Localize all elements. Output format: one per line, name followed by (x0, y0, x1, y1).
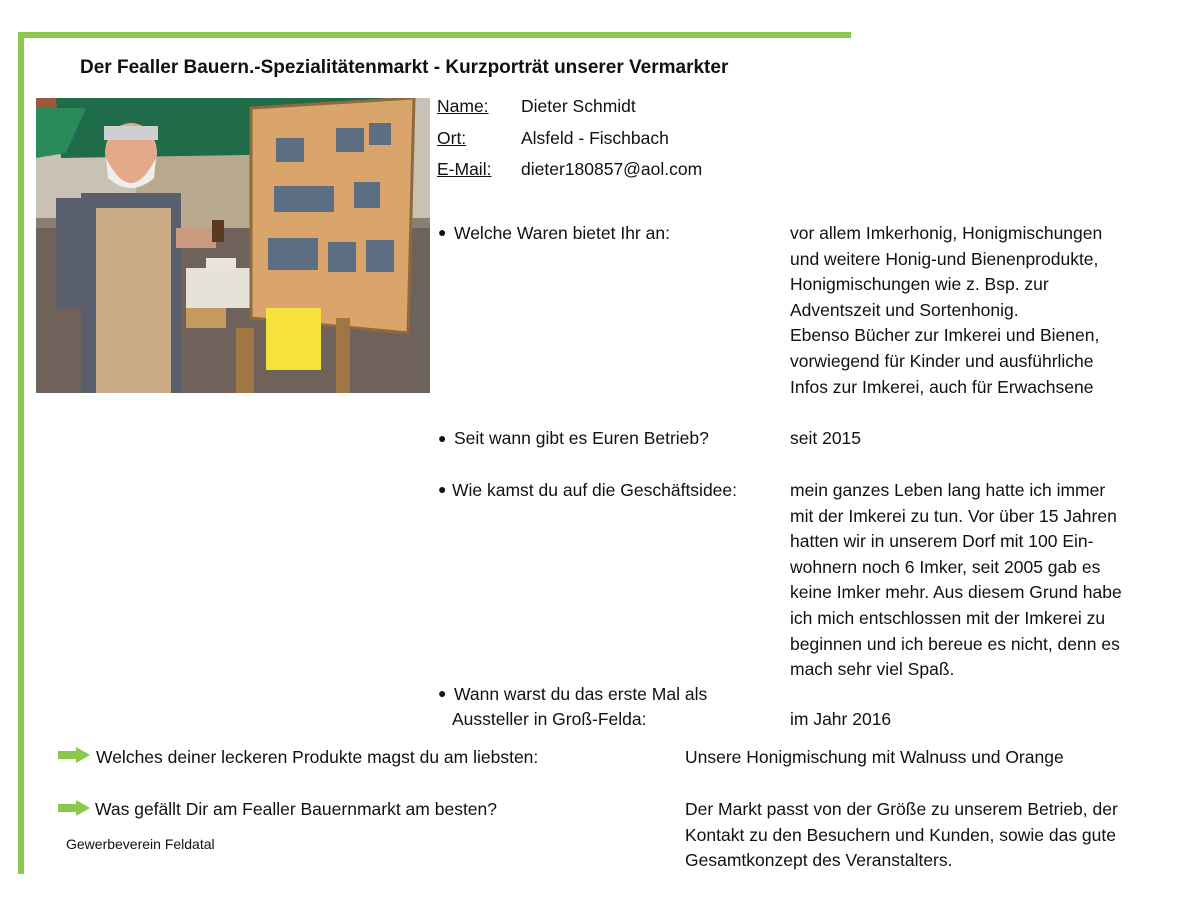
answer-3-line: mach sehr viel Spaß. (790, 659, 955, 680)
bullet-icon: ● (438, 224, 447, 240)
green-frame-top (18, 32, 851, 38)
answer-3-line: hatten wir in unserem Dorf mit 100 Ein- (790, 531, 1094, 552)
answer-4: im Jahr 2016 (790, 709, 892, 729)
answer-3-line: mit der Imkerei zu tun. Vor über 15 Jahren (790, 505, 1117, 526)
arrow-question-2: Was gefällt Dir am Fealler Bauernmarkt am besten? (95, 799, 498, 819)
answer-1-line: vor allem Imkerhonig, Honigmischungen (790, 223, 1103, 243)
name-value: Dieter Schmidt (521, 96, 636, 116)
page-title: Der Fealler Bauern.-Spezialitätenmarkt - Kurzporträt unserer Vermarkter (80, 57, 729, 78)
ort-label: Ort: (437, 128, 467, 148)
ort-value: Alsfeld - Fischbach (521, 128, 669, 148)
question-2: Seit wann gibt es Euren Betrieb? (454, 428, 709, 448)
bullet-icon: ● (438, 481, 447, 497)
name-label: Name: (437, 96, 489, 116)
answer-3-line: keine Imker mehr. Aus diesem Grund habe (790, 582, 1122, 603)
green-arrow-icon (58, 800, 90, 816)
vendor-photo (36, 98, 430, 393)
question-1: Welche Waren bietet Ihr an: (454, 223, 670, 243)
answer-3-line: beginnen und ich bereue es nicht, denn es (790, 633, 1120, 654)
footer-organization: Gewerbeverein Feldatal (66, 836, 215, 852)
email-value: dieter180857@aol.com (521, 159, 703, 179)
answer-1-line: Honigmischungen wie z. Bsp. zur (790, 274, 1049, 295)
answer-3-line: wohnern noch 6 Imker, seit 2005 gab es (790, 556, 1101, 577)
green-frame-left (18, 32, 24, 874)
answer-1-line: Adventszeit und Sortenhonig. (790, 299, 1019, 320)
answer-1-line: vorwiegend für Kinder und ausführliche (790, 351, 1094, 371)
question-3: Wie kamst du auf die Geschäftsidee: (452, 480, 737, 500)
question-4-line: Aussteller in Groß-Felda: (452, 709, 647, 729)
answer-1-line: Infos zur Imkerei, auch für Erwachsene (790, 376, 1094, 397)
arrow-answer-2-line: Gesamtkonzept des Veranstalters. (685, 850, 953, 871)
question-4-line: Wann warst du das erste Mal als (454, 684, 708, 704)
answer-3-line: mein ganzes Leben lang hatte ich immer (790, 480, 1106, 500)
bullet-icon: ● (438, 685, 447, 701)
arrow-answer-2-line: Kontakt zu den Besuchern und Kunden, sowie das gute (685, 824, 1116, 845)
answer-1-line: Ebenso Bücher zur Imkerei und Bienen, (790, 325, 1100, 346)
answer-2: seit 2015 (790, 428, 862, 448)
email-label: E-Mail: (437, 159, 492, 179)
green-arrow-icon (58, 747, 90, 763)
arrow-answer-1: Unsere Honigmischung mit Walnuss und Orange (685, 747, 1064, 767)
arrow-question-1: Welches deiner leckeren Produkte magst du am liebsten: (96, 747, 539, 767)
answer-3-line: ich mich entschlossen mit der Imkerei zu (790, 608, 1106, 628)
beekeeper-photo-image (36, 98, 430, 393)
arrow-answer-2-line: Der Markt passt von der Größe zu unserem Betrieb, der (685, 799, 1118, 819)
answer-1-line: und weitere Honig-und Bienenprodukte, (790, 248, 1099, 269)
bullet-icon: ● (438, 430, 447, 446)
